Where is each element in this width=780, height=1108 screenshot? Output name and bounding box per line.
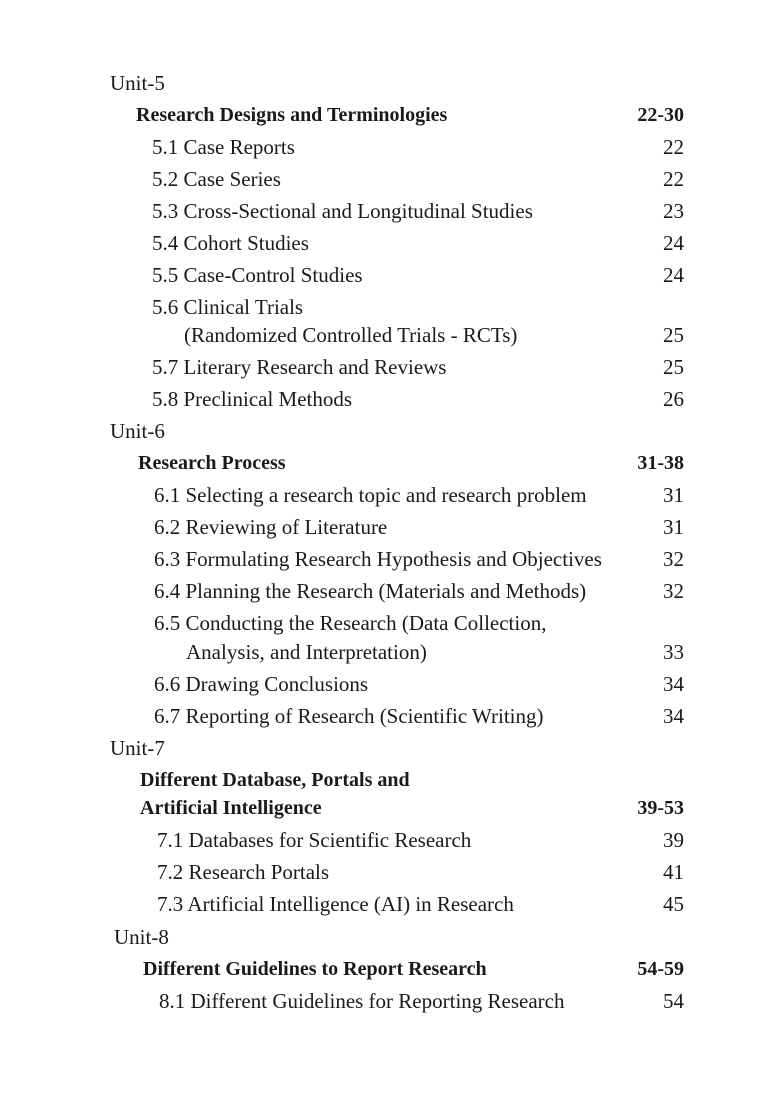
toc-entry[interactable] [0,227,780,259]
entry-text: 6.4 Planning the Research (Materials and Methods) [154,579,587,603]
entry-text: 5.5 Case-Control Studies [152,263,363,287]
unit-title: Research Designs and Terminologies [136,104,448,126]
entry-text: 5.6 Clinical Trials [152,295,304,319]
entry-page: 24 [663,263,684,287]
entry-page: 41 [663,860,684,884]
unit-page-range: 39-53 [637,797,684,819]
unit-label-text: Unit-7 [110,736,165,760]
toc-entry[interactable] [0,511,780,543]
unit-title-row[interactable] [0,99,780,131]
entry-text: 5.3 Cross-Sectional and Longitudinal Studies [152,199,533,223]
entry-page: 32 [663,579,684,603]
entry-page: 26 [663,387,684,411]
unit-label [0,732,780,764]
toc-entry[interactable] [0,575,780,607]
toc-entry[interactable] [0,607,780,639]
entry-page: 54 [663,989,684,1013]
entry-page: 33 [663,640,684,664]
toc-entry-continuation[interactable] [0,636,780,668]
toc-entry[interactable] [0,824,780,856]
unit-label-text: Unit-6 [110,419,165,443]
unit-page-range: 22-30 [637,104,684,126]
toc-entry[interactable] [0,479,780,511]
unit-label-text: Unit-5 [110,71,165,95]
toc-entry[interactable] [0,131,780,163]
unit-label [0,921,780,953]
entry-page: 25 [663,355,684,379]
entry-text: 5.8 Preclinical Methods [152,387,353,411]
entry-text: 5.1 Case Reports [152,135,295,159]
unit-title-row[interactable] [0,447,780,479]
unit-title-continued: Artificial Intelligence [140,797,322,819]
entry-page: 25 [663,323,684,347]
unit-title-row-continued[interactable] [0,792,780,824]
toc-entry[interactable] [0,700,780,732]
toc-entry[interactable] [0,985,780,1017]
unit-label [0,415,780,447]
entry-text-continued: (Randomized Controlled Trials - RCTs) [184,323,518,347]
entry-page: 32 [663,547,684,571]
toc-entry[interactable] [0,163,780,195]
entry-text: 7.1 Databases for Scientific Research [157,828,472,852]
unit-title: Different Guidelines to Report Research [143,958,487,980]
entry-page: 34 [663,672,684,696]
toc-entry[interactable] [0,668,780,700]
entry-page: 34 [663,704,684,728]
unit-page-range: 54-59 [637,958,684,980]
unit-title-row[interactable] [0,953,780,985]
toc-entry[interactable] [0,195,780,227]
toc-entry[interactable] [0,856,780,888]
entry-text: 5.2 Case Series [152,167,281,191]
entry-text: 7.2 Research Portals [157,860,330,884]
entry-page: 39 [663,828,684,852]
unit-label-text: Unit-8 [114,925,169,949]
toc-entry-continuation[interactable] [0,319,780,351]
toc-entry[interactable] [0,543,780,575]
entry-text: 8.1 Different Guidelines for Reporting Research [159,989,565,1013]
entry-text: 5.4 Cohort Studies [152,231,309,255]
entry-page: 24 [663,231,684,255]
entry-text: 6.2 Reviewing of Literature [154,515,388,539]
unit-label [0,67,780,99]
entry-page: 22 [663,135,684,159]
entry-page: 23 [663,199,684,223]
toc-entry[interactable] [0,383,780,415]
toc-entry[interactable] [0,888,780,920]
entry-text: 6.7 Reporting of Research (Scientific Writing) [154,704,544,728]
entry-text: 6.5 Conducting the Research (Data Collection, [154,611,547,635]
unit-page-range: 31-38 [637,452,684,474]
unit-title: Research Process [138,452,286,474]
entry-text: 7.3 Artificial Intelligence (AI) in Research [157,892,514,916]
entry-text-continued: Analysis, and Interpretation) [186,640,427,664]
entry-page: 22 [663,167,684,191]
entry-page: 45 [663,892,684,916]
entry-text: 5.7 Literary Research and Reviews [152,355,447,379]
entry-page: 31 [663,515,684,539]
unit-title: Different Database, Portals and [140,769,410,791]
entry-page: 31 [663,483,684,507]
entry-text: 6.6 Drawing Conclusions [154,672,369,696]
entry-text: 6.3 Formulating Research Hypothesis and Objectives [154,547,602,571]
toc-entry[interactable] [0,351,780,383]
entry-text: 6.1 Selecting a research topic and research problem [154,483,587,507]
toc-entry[interactable] [0,259,780,291]
